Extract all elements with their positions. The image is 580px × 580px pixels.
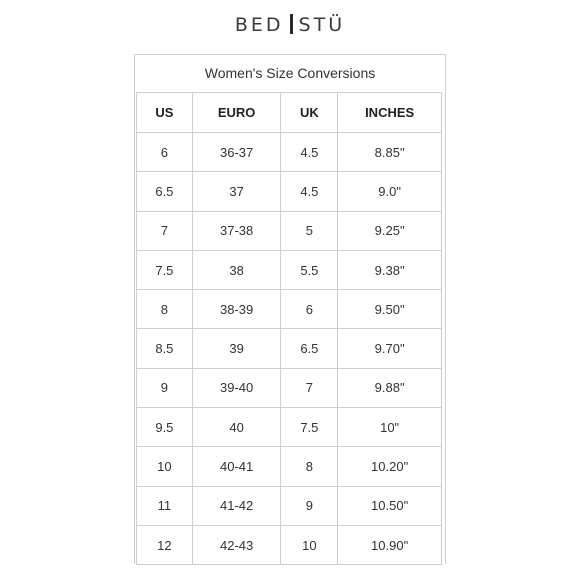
table-row xyxy=(137,250,442,289)
brand-logo-left: BED xyxy=(234,14,284,36)
cell-us: 8.5 xyxy=(137,329,193,368)
cell-uk: 6 xyxy=(281,290,338,329)
cell-uk: 4.5 xyxy=(281,172,338,211)
cell-inches: 9.50" xyxy=(338,290,442,329)
cell-euro: 39-40 xyxy=(192,368,281,407)
cell-inches: 8.85" xyxy=(338,133,442,172)
cell-uk: 6.5 xyxy=(281,329,338,368)
cell-us: 6.5 xyxy=(137,172,193,211)
brand-logo xyxy=(0,14,580,36)
table-row xyxy=(137,486,442,525)
table-row xyxy=(137,133,442,172)
table-row xyxy=(137,368,442,407)
brand-logo-right: STÜ xyxy=(298,14,346,36)
cell-euro: 37-38 xyxy=(192,211,281,250)
cell-inches: 9.70" xyxy=(338,329,442,368)
cell-us: 7 xyxy=(137,211,193,250)
cell-uk: 7 xyxy=(281,368,338,407)
cell-euro: 41-42 xyxy=(192,486,281,525)
table-row xyxy=(137,290,442,329)
cell-euro: 42-43 xyxy=(192,525,281,564)
cell-euro: 40 xyxy=(192,408,281,447)
cell-us: 12 xyxy=(137,525,193,564)
header-uk: UK xyxy=(281,93,338,133)
size-conversion-table xyxy=(136,92,442,565)
table-row xyxy=(137,525,442,564)
cell-us: 8 xyxy=(137,290,193,329)
cell-us: 6 xyxy=(137,133,193,172)
cell-euro: 38 xyxy=(192,250,281,289)
table-row xyxy=(137,211,442,250)
header-us: US xyxy=(137,93,193,133)
cell-us: 9 xyxy=(137,368,193,407)
cell-us: 9.5 xyxy=(137,408,193,447)
header-euro: EURO xyxy=(192,93,281,133)
table-row xyxy=(137,408,442,447)
size-chart-card xyxy=(134,54,446,564)
table-row xyxy=(137,447,442,486)
cell-uk: 5 xyxy=(281,211,338,250)
cell-uk: 5.5 xyxy=(281,250,338,289)
table-row xyxy=(137,329,442,368)
cell-euro: 40-41 xyxy=(192,447,281,486)
table-header-row xyxy=(137,93,442,133)
cell-uk: 9 xyxy=(281,486,338,525)
cell-uk: 4.5 xyxy=(281,133,338,172)
header-inches: INCHES xyxy=(338,93,442,133)
cell-uk: 10 xyxy=(281,525,338,564)
cell-us: 7.5 xyxy=(137,250,193,289)
cell-inches: 10.90" xyxy=(338,525,442,564)
cell-euro: 39 xyxy=(192,329,281,368)
size-chart-title: Women's Size Conversions xyxy=(204,65,376,81)
cell-euro: 37 xyxy=(192,172,281,211)
cell-us: 11 xyxy=(137,486,193,525)
cell-inches: 9.25" xyxy=(338,211,442,250)
cell-inches: 10.50" xyxy=(338,486,442,525)
cell-euro: 36-37 xyxy=(192,133,281,172)
cell-uk: 7.5 xyxy=(281,408,338,447)
cell-inches: 9.0" xyxy=(338,172,442,211)
cell-inches: 10.20" xyxy=(338,447,442,486)
brand-logo-divider xyxy=(290,14,293,34)
cell-us: 10 xyxy=(137,447,193,486)
cell-inches: 9.88" xyxy=(338,368,442,407)
cell-inches: 10" xyxy=(338,408,442,447)
table-row xyxy=(137,172,442,211)
cell-inches: 9.38" xyxy=(338,250,442,289)
cell-euro: 38-39 xyxy=(192,290,281,329)
cell-uk: 8 xyxy=(281,447,338,486)
